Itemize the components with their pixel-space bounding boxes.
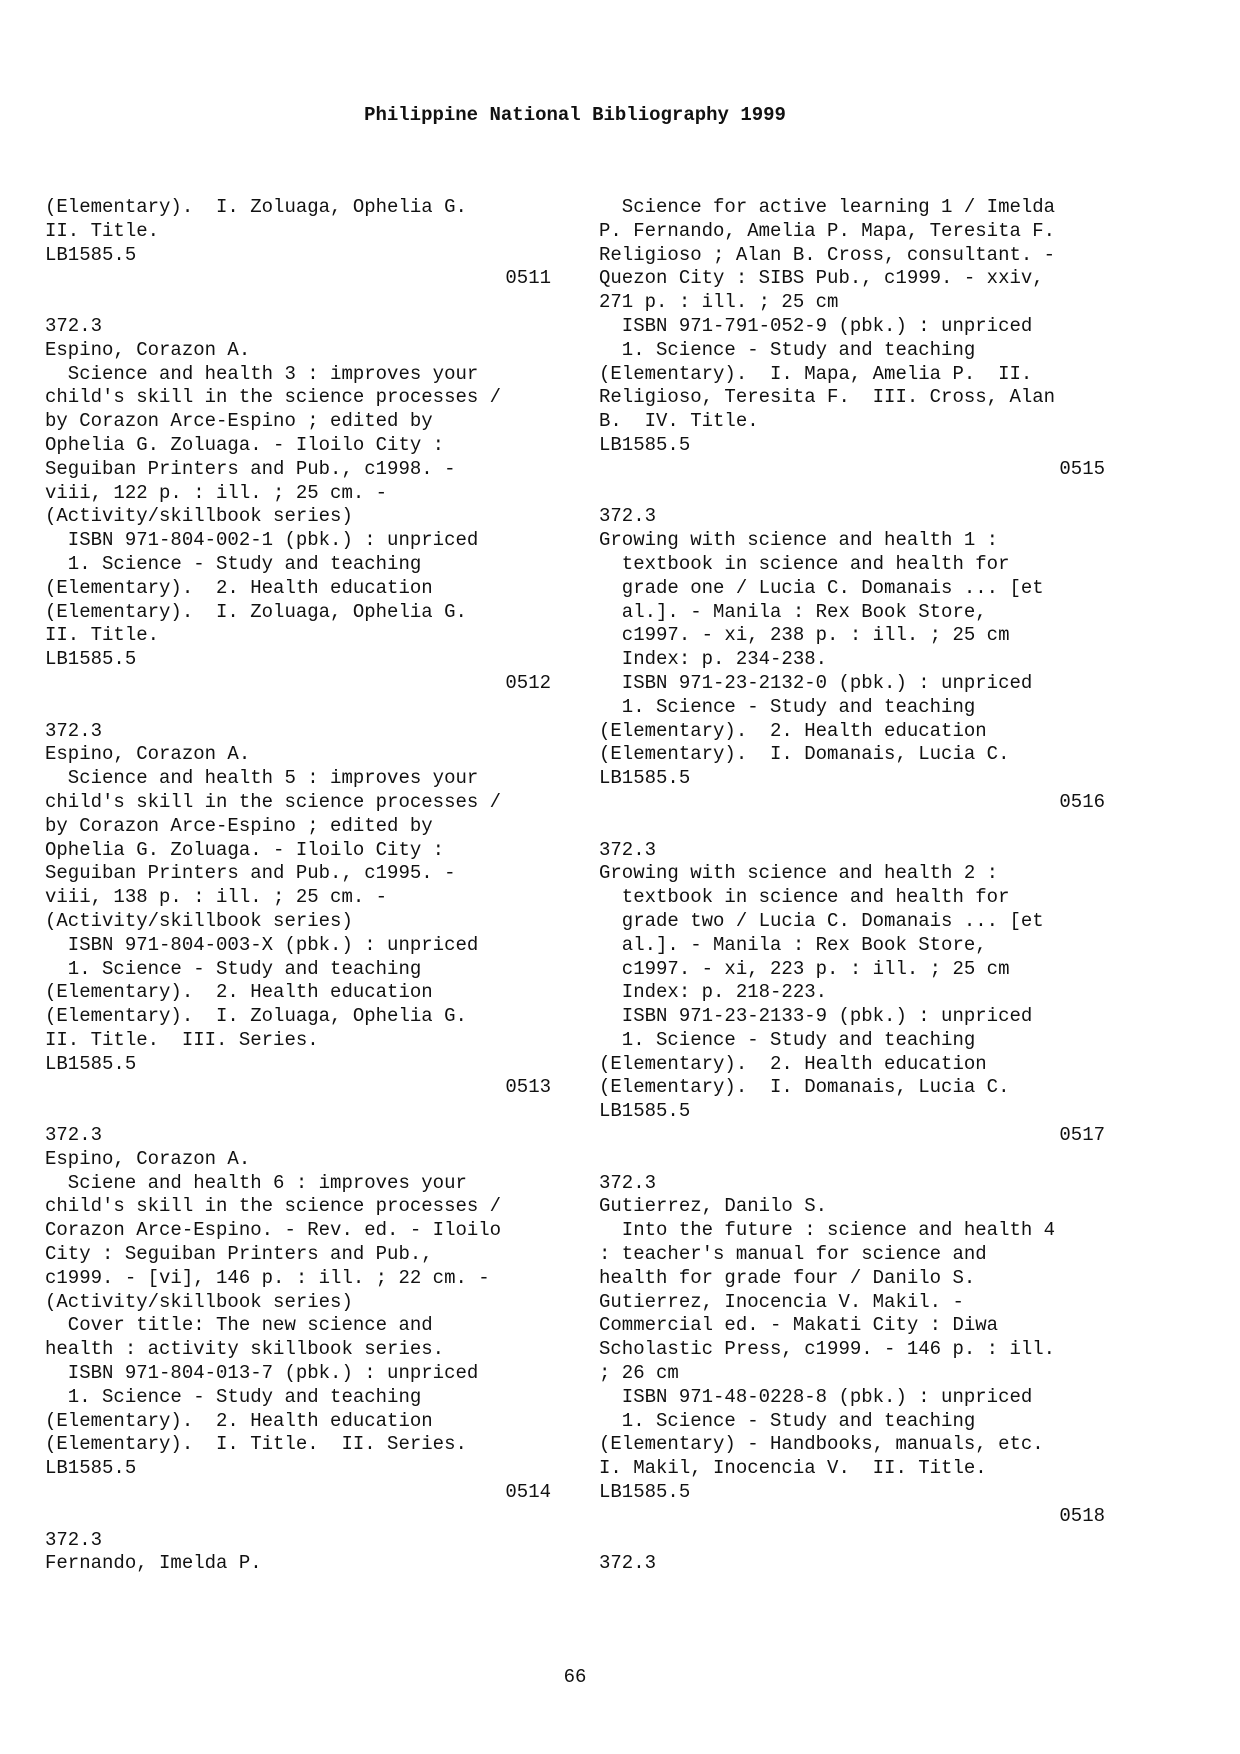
entry-line: Sciene and health 6 : improves your [45,1171,467,1194]
entry-line: Gutierrez, Danilo S. [599,1195,828,1218]
entry-line: (Elementary). I. Zoluaga, Ophelia G. [45,196,467,218]
entry-spacer [45,696,551,720]
entry-line: Ophelia G. Zoluaga. - Iloilo City : [45,838,445,861]
entry-number: 0513 [505,1076,551,1099]
entry-line: Espino, Corazon A. [45,743,251,766]
entry-number: 0511 [505,267,551,290]
entry-line: 1. Science - Study and teaching [45,957,422,980]
entry-line: 1. Science - Study and teaching [599,695,976,718]
entry-line: Gutierrez, Inocencia V. Makil. - [599,1290,964,1313]
entry-line: Scholastic Press, c1999. - 146 p. : ill. [599,1338,1056,1361]
entry-line: grade one / Lucia C. Domanais ... [et [599,576,1044,599]
entry-line: Into the future : science and health 4 [599,1219,1056,1242]
entry-spacer [45,1505,551,1529]
bibliography-entry [45,1529,551,1577]
entry-spacer [45,291,551,315]
entry-line: Quezon City : SIBS Pub., c1999. - xxiv, [599,267,1044,290]
entry-number: 0516 [1059,790,1105,813]
entry-line: 372.3 [599,1171,657,1194]
entry-line: : teacher's manual for science and [599,1243,987,1266]
entry-line: by Corazon Arce-Espino ; edited by [45,814,433,837]
entry-line: 372.3 [599,505,657,528]
left-column [45,196,551,1576]
entry-line: (Elementary). 2. Health education [599,1052,987,1075]
bibliography-entry [599,196,1105,482]
entry-number: 0515 [1059,457,1105,480]
entry-line: LB1585.5 [45,243,137,266]
entry-line: child's skill in the science processes / [45,386,502,409]
entry-line: textbook in science and health for [599,886,1010,909]
entry-line: 372.3 [599,838,657,861]
entry-number: 0518 [1059,1504,1105,1527]
entry-line: grade two / Lucia C. Domanais ... [et [599,909,1044,932]
bibliography-entry [45,720,551,1101]
entry-line: 1. Science - Study and teaching [45,1385,422,1408]
entry-line: 1. Science - Study and teaching [45,552,422,575]
entry-line: 372.3 [599,1552,657,1575]
entry-number: 0512 [505,671,551,694]
entry-line: health for grade four / Danilo S. [599,1266,976,1289]
entry-line: LB1585.5 [45,1052,137,1075]
entry-line: ISBN 971-804-003-X (pbk.) : unpriced [45,933,479,956]
entry-line: LB1585.5 [599,433,691,456]
entry-line: (Elementary). I. Mapa, Amelia P. II. [599,362,1033,385]
entry-line: (Elementary). 2. Health education [45,981,433,1004]
entry-line: Corazon Arce-Espino. - Rev. ed. - Iloilo [45,1219,502,1242]
entry-line: ISBN 971-804-002-1 (pbk.) : unpriced [45,529,479,552]
entry-line: ISBN 971-804-013-7 (pbk.) : unpriced [45,1362,479,1385]
entry-line: 372.3 [45,1124,103,1147]
bibliography-entry [599,505,1105,814]
entry-line: LB1585.5 [45,1457,137,1480]
entry-line: II. Title. III. Series. [45,1028,319,1051]
entry-line: Fernando, Imelda P. [45,1552,262,1575]
entry-line: B. IV. Title. [599,410,759,433]
entry-line: Commercial ed. - Makati City : Diwa [599,1314,999,1337]
entry-line: (Elementary). I. Title. II. Series. [45,1433,467,1456]
entry-line: child's skill in the science processes / [45,1195,502,1218]
right-column [599,196,1105,1576]
entry-line: (Elementary). 2. Health education [45,1409,433,1432]
entry-line: (Elementary). 2. Health education [599,719,987,742]
entry-line: Growing with science and health 1 : [599,529,999,552]
entry-line: health : activity skillbook series. [45,1338,445,1361]
entry-line: ISBN 971-48-0228-8 (pbk.) : unpriced [599,1385,1033,1408]
entry-line: Index: p. 234-238. [599,648,828,671]
entry-spacer [599,1529,1105,1553]
entry-line: al.]. - Manila : Rex Book Store, [599,600,987,623]
entry-line: (Activity/skillbook series) [45,1290,353,1313]
entry-line: Cover title: The new science and [45,1314,433,1337]
entry-line: Espino, Corazon A. [45,1147,251,1170]
entry-line: (Elementary). I. Domanais, Lucia C. [599,743,1010,766]
entry-line: Religioso ; Alan B. Cross, consultant. - [599,243,1056,266]
entry-line: 1. Science - Study and teaching [599,338,976,361]
entry-line: (Elementary). I. Zoluaga, Ophelia G. [45,600,467,623]
entry-line: 372.3 [45,314,103,337]
entry-line: ISBN 971-23-2132-0 (pbk.) : unpriced [599,671,1033,694]
entry-line: LB1585.5 [45,648,137,671]
entry-line: 372.3 [45,719,103,742]
entry-line: 372.3 [45,1528,103,1551]
entry-number: 0517 [1059,1124,1105,1147]
entry-line: LB1585.5 [599,1481,691,1504]
entry-spacer [599,1148,1105,1172]
entry-line: Ophelia G. Zoluaga. - Iloilo City : [45,433,445,456]
entry-line: I. Makil, Inocencia V. II. Title. [599,1457,987,1480]
entry-line: al.]. - Manila : Rex Book Store, [599,933,987,956]
entry-line: 1. Science - Study and teaching [599,1409,976,1432]
entry-line: (Elementary). I. Domanais, Lucia C. [599,1076,1010,1099]
entry-line: LB1585.5 [599,767,691,790]
entry-line: II. Title. [45,219,160,242]
entry-line: City : Seguiban Printers and Pub., [45,1243,433,1266]
entry-line: 271 p. : ill. ; 25 cm [599,291,839,314]
entry-line: II. Title. [45,624,160,647]
entry-line: c1999. - [vi], 146 p. : ill. ; 22 cm. - [45,1266,490,1289]
entry-line: (Elementary) - Handbooks, manuals, etc. [599,1433,1044,1456]
entry-line: (Elementary). 2. Health education [45,576,433,599]
entry-line: viii, 138 p. : ill. ; 25 cm. - [45,886,388,909]
entry-line: LB1585.5 [599,1100,691,1123]
entry-line: Index: p. 218-223. [599,981,828,1004]
page-title: Philippine National Bibliography 1999 [364,104,786,126]
page-number: 66 [563,1666,587,1688]
bibliography-entry [45,196,551,291]
entry-line: ISBN 971-791-052-9 (pbk.) : unpriced [599,314,1033,337]
entry-line: Seguiban Printers and Pub., c1995. - [45,862,456,885]
bibliography-entry [599,839,1105,1148]
entry-line: c1997. - xi, 238 p. : ill. ; 25 cm [599,624,1010,647]
entry-line: textbook in science and health for [599,552,1010,575]
bibliography-entry [45,315,551,696]
entry-line: (Activity/skillbook series) [45,909,353,932]
entry-line: c1997. - xi, 223 p. : ill. ; 25 cm [599,957,1010,980]
entry-line: Science and health 5 : improves your [45,767,479,790]
entry-spacer [599,482,1105,506]
bibliography-entry [599,1552,1105,1576]
entry-line: ; 26 cm [599,1362,679,1385]
bibliography-entry [45,1124,551,1505]
entry-line: Science for active learning 1 / Imelda [599,196,1056,218]
entry-line: P. Fernando, Amelia P. Mapa, Teresita F. [599,219,1056,242]
entry-line: ISBN 971-23-2133-9 (pbk.) : unpriced [599,1005,1033,1028]
entry-spacer [45,1100,551,1124]
bibliography-entry [599,1172,1105,1529]
entry-line: Espino, Corazon A. [45,338,251,361]
entry-spacer [599,815,1105,839]
entry-line: (Elementary). I. Zoluaga, Ophelia G. [45,1005,467,1028]
entry-line: Religioso, Teresita F. III. Cross, Alan [599,386,1056,409]
entry-line: Growing with science and health 2 : [599,862,999,885]
entry-line: Seguiban Printers and Pub., c1998. - [45,457,456,480]
entry-line: by Corazon Arce-Espino ; edited by [45,410,433,433]
entry-line: viii, 122 p. : ill. ; 25 cm. - [45,481,388,504]
entry-line: (Activity/skillbook series) [45,505,353,528]
entry-line: 1. Science - Study and teaching [599,1028,976,1051]
entry-line: Science and health 3 : improves your [45,362,479,385]
entry-number: 0514 [505,1481,551,1504]
entry-line: child's skill in the science processes / [45,790,502,813]
